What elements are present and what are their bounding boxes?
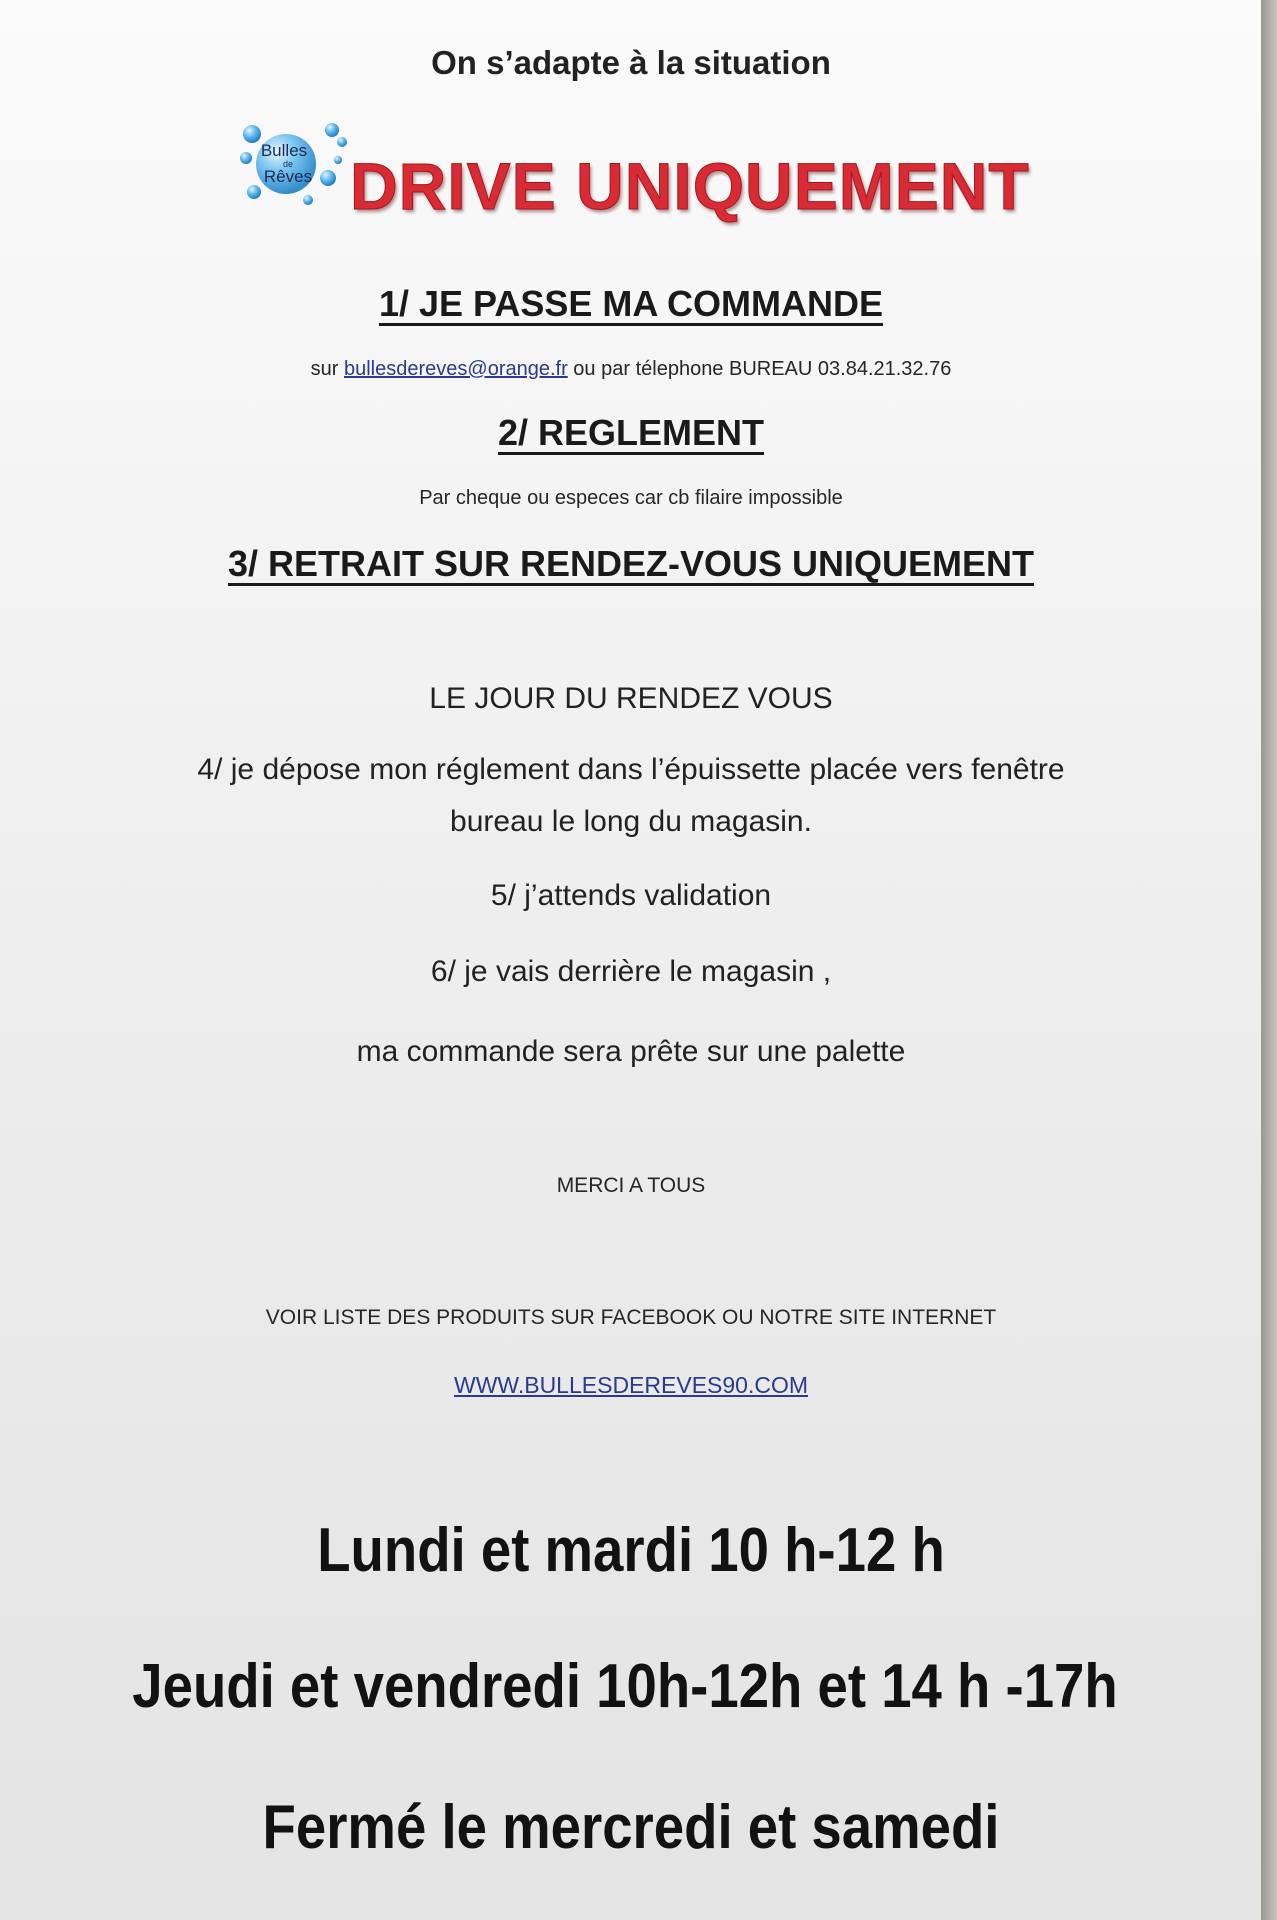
bubbles-logo-icon bbox=[238, 120, 353, 210]
step4-line1: 4/ je dépose mon réglement dans l’épuissette placée vers fenêtre bbox=[197, 753, 1065, 786]
tagline: On s’adapte à la situation bbox=[431, 44, 831, 81]
step2-detail: Par cheque ou especes car cb filaire impossible bbox=[419, 487, 843, 509]
step1-prefix: sur bbox=[310, 358, 344, 380]
hours-line-2: Jeudi et vendredi 10h-12h et 14 h -17h bbox=[132, 1652, 1118, 1721]
appointment-intro: LE JOUR DU RENDEZ VOUS bbox=[429, 682, 833, 715]
logo-word-3: Rêves bbox=[263, 167, 313, 186]
step4-line2: bureau le long du magasin. bbox=[450, 805, 812, 838]
logo-word-2: de bbox=[282, 159, 294, 169]
step6-text: 6/ je vais derrière le magasin , bbox=[430, 955, 832, 988]
thanks-text: MERCI A TOUS bbox=[556, 1174, 706, 1197]
email-link[interactable]: bullesdereves@orange.fr bbox=[343, 358, 568, 380]
logo-word-1: Bulles bbox=[260, 141, 308, 160]
main-title: DRIVE UNIQUEMENT bbox=[350, 149, 1030, 223]
step1-suffix: ou par télephone BUREAU 03.84.21.32.76 bbox=[567, 358, 952, 380]
hours-line-3: Fermé le mercredi et samedi bbox=[262, 1793, 1000, 1862]
step6-continuation: ma commande sera prête sur une palette bbox=[356, 1035, 906, 1068]
step3-heading: 3/ RETRAIT SUR RENDEZ-VOUS UNIQUEMENT bbox=[227, 543, 1035, 584]
step1-heading: 1/ JE PASSE MA COMMANDE bbox=[378, 283, 884, 324]
step5-text: 5/ j’attends validation bbox=[490, 879, 772, 912]
step2-heading: 2/ REGLEMENT bbox=[497, 412, 765, 453]
step1-detail bbox=[0, 358, 1262, 381]
table-edge bbox=[1261, 0, 1277, 1920]
hours-line-1: Lundi et mardi 10 h-12 h bbox=[317, 1516, 945, 1585]
products-note: VOIR LISTE DES PRODUITS SUR FACEBOOK OU NOTRE SITE INTERNET bbox=[265, 1306, 997, 1329]
website-link[interactable]: WWW.BULLESDEREVES90.COM bbox=[453, 1372, 809, 1398]
